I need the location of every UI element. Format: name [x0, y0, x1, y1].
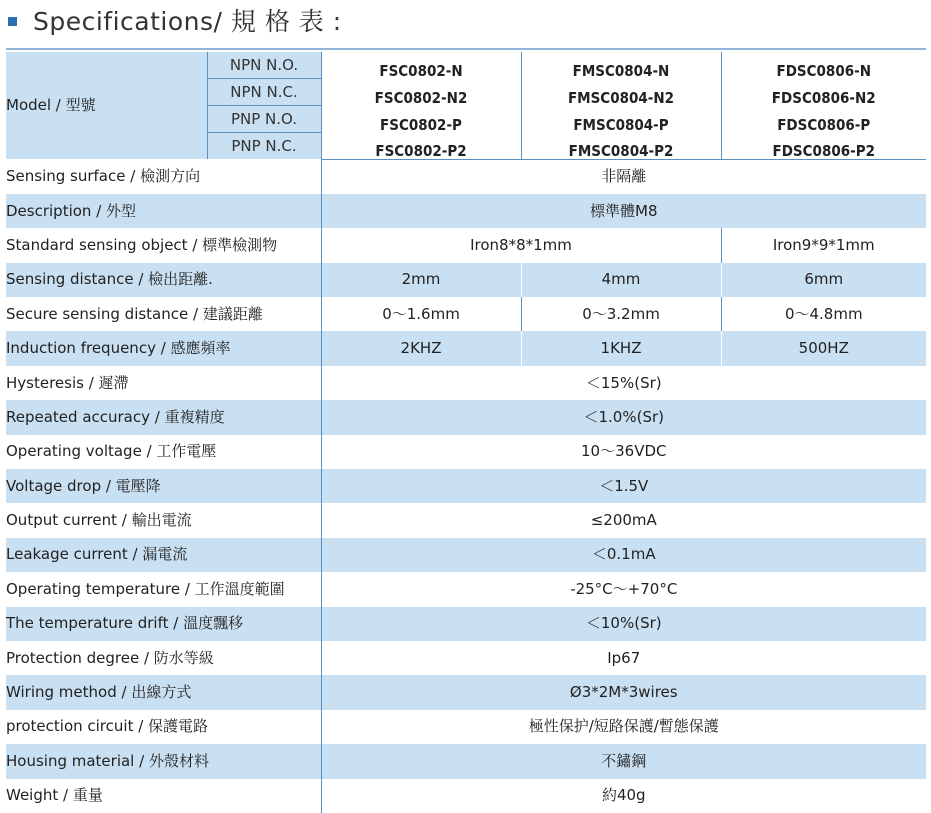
spec-row-description [6, 194, 926, 228]
model-cell: FDSC0806-N [721, 52, 926, 79]
model-cell: FSC0802-N [321, 52, 521, 79]
output-type-cell: PNP N.C. [207, 133, 321, 160]
spec-row-operating-temperature [6, 572, 926, 606]
spec-value: Ip67 [321, 641, 926, 675]
spec-value: ＜10%(Sr) [321, 607, 926, 641]
model-cell: FSC0802-P [321, 106, 521, 133]
spec-row-hysteresis [6, 366, 926, 400]
spec-value: 0～3.2mm [521, 297, 721, 331]
spec-label: Standard sensing object / 標準檢測物 [6, 228, 321, 262]
spec-value: 2mm [321, 263, 521, 297]
spec-row-leakage-current [6, 538, 926, 572]
spec-row-voltage-drop [6, 469, 926, 503]
model-cell: FMSC0804-N2 [521, 79, 721, 106]
output-type-cell: NPN N.C. [207, 79, 321, 106]
spec-value: 標準體M8 [321, 194, 926, 228]
spec-label: Sensing distance / 檢出距離. [6, 263, 321, 297]
spec-value: 極性保护/短路保護/暫態保護 [321, 710, 926, 744]
model-cell: FSC0802-P2 [321, 133, 521, 160]
square-bullet-icon [8, 17, 17, 26]
spec-row-operating-voltage [6, 435, 926, 469]
specifications-table [6, 52, 926, 813]
spec-value: 6mm [721, 263, 926, 297]
spec-label: Weight / 重量 [6, 779, 321, 813]
spec-label: Wiring method / 出線方式 [6, 675, 321, 709]
model-cell: FDSC0806-P2 [721, 133, 926, 160]
spec-value: 0～1.6mm [321, 297, 521, 331]
spec-row-temperature-drift [6, 607, 926, 641]
spec-value: Iron9*9*1mm [721, 228, 926, 262]
spec-value: Ø3*2M*3wires [321, 675, 926, 709]
spec-label: Voltage drop / 電壓降 [6, 469, 321, 503]
model-cell: FMSC0804-N [521, 52, 721, 79]
spec-row-sensing-distance [6, 263, 926, 297]
spec-value: 4mm [521, 263, 721, 297]
model-cell: FSC0802-N2 [321, 79, 521, 106]
spec-label: Operating voltage / 工作電壓 [6, 435, 321, 469]
output-type-cell: PNP N.O. [207, 106, 321, 133]
spec-label: Protection degree / 防水等級 [6, 641, 321, 675]
spec-value: 10～36VDC [321, 435, 926, 469]
spec-label: Operating temperature / 工作溫度範圍 [6, 572, 321, 606]
spec-value: 非隔離 [321, 159, 926, 194]
spec-value: ＜0.1mA [321, 538, 926, 572]
spec-value: 0～4.8mm [721, 297, 926, 331]
spec-label: Housing material / 外殼材料 [6, 744, 321, 778]
model-cell: FMSC0804-P [521, 106, 721, 133]
spec-row-wiring-method [6, 675, 926, 709]
spec-row-induction-frequency [6, 331, 926, 365]
spec-row-housing-material [6, 744, 926, 778]
spec-label: Repeated accuracy / 重複精度 [6, 400, 321, 434]
spec-row-output-current [6, 503, 926, 537]
spec-value: Iron8*8*1mm [321, 228, 721, 262]
spec-row-standard-object [6, 228, 926, 262]
spec-label: Induction frequency / 感應頻率 [6, 331, 321, 365]
model-row-npn-no [6, 52, 926, 79]
model-label: Model / 型號 [6, 52, 207, 159]
spec-label: Hysteresis / 遲滯 [6, 366, 321, 400]
page-header [0, 0, 931, 40]
spec-label: Secure sensing distance / 建議距離 [6, 297, 321, 331]
spec-label: Output current / 輸出電流 [6, 503, 321, 537]
model-cell: FMSC0804-P2 [521, 133, 721, 160]
spec-label: Description / 外型 [6, 194, 321, 228]
spec-value: 1KHZ [521, 331, 721, 365]
model-cell: FDSC0806-N2 [721, 79, 926, 106]
spec-row-sensing-surface [6, 159, 926, 194]
spec-value: 500HZ [721, 331, 926, 365]
spec-value: ＜1.5V [321, 469, 926, 503]
output-type-cell: NPN N.O. [207, 52, 321, 79]
model-cell: FDSC0806-P [721, 106, 926, 133]
spec-value: ≤200mA [321, 503, 926, 537]
spec-label: protection circuit / 保護電路 [6, 710, 321, 744]
spec-row-repeated-accuracy [6, 400, 926, 434]
spec-row-protection-degree [6, 641, 926, 675]
spec-value: 約40g [321, 779, 926, 813]
spec-value: ＜15%(Sr) [321, 366, 926, 400]
spec-value: 不鏽鋼 [321, 744, 926, 778]
title-divider [6, 48, 926, 50]
spec-row-secure-distance [6, 297, 926, 331]
spec-row-protection-circuit [6, 710, 926, 744]
spec-value: 2KHZ [321, 331, 521, 365]
spec-label: The temperature drift / 溫度飄移 [6, 607, 321, 641]
page-title: Specifications/ 規 格 表 : [33, 7, 342, 36]
spec-label: Leakage current / 漏電流 [6, 538, 321, 572]
spec-label: Sensing surface / 檢測方向 [6, 159, 321, 194]
spec-value: -25°C～+70°C [321, 572, 926, 606]
spec-value: ＜1.0%(Sr) [321, 400, 926, 434]
